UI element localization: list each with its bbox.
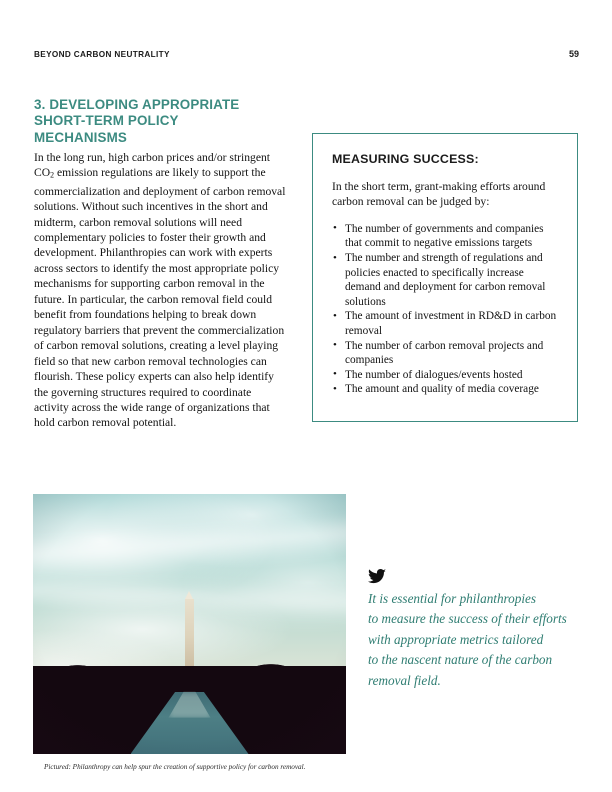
list-item: • The amount of investment in RD&D in carbon removal [332,309,560,338]
pull-quote-line: It is essential for philanthropies [368,590,537,606]
photo-caption: Pictured: Philanthropy can help spur the creation of supportive policy for carbon removal. [44,763,306,771]
twitter-bird-icon [368,569,386,584]
body-text-column [34,150,286,431]
section-heading-line-1: 3. DEVELOPING APPROPRIATE [34,96,240,112]
list-item: • The amount and quality of media coverage [332,382,560,397]
pull-quote-line: with appropriate metrics tailored [368,631,544,647]
list-item: • The number and strength of regulations and policies enacted to specifically increase demand and deployment for carbon removal solutions [332,251,560,309]
running-header-title: BEYOND CARBON NEUTRALITY [34,50,170,59]
callout-title: MEASURING SUCCESS: [332,152,479,166]
callout-bullet-list [332,222,560,397]
callout-inner [313,134,577,397]
pull-quote-line: removal field. [368,672,441,688]
page-number: 59 [568,49,579,59]
co2-subscript: 2 [50,171,55,181]
body-paragraph [34,150,286,431]
measuring-success-callout [312,133,578,422]
section-heading-line-2: SHORT-TERM POLICY [34,113,179,129]
washington-monument-photo [33,494,346,754]
list-item: • The number of governments and companies that commit to negative emissions targets [332,222,560,251]
list-item: • The number of dialogues/events hosted [332,368,560,383]
list-item: • The number of carbon removal projects and companies [332,339,560,368]
pull-quote [368,568,580,692]
section-heading-line-3: MECHANISMS [34,129,128,145]
body-paragraph-part-1: In the long run, high carbon prices and/or stringent CO [34,151,271,180]
pull-quote-line: to measure the success of their efforts [368,611,567,627]
section-heading [34,97,304,147]
callout-lede: In the short term, grant-making efforts around carbon removal can be judged by: [332,180,546,209]
pull-quote-line: to the nascent nature of the carbon [368,652,553,668]
body-paragraph-part-2: emission regulations are likely to support the commercialization and deployment of carbon removal solutions. Without such incentives in the short and midterm, carbon removal solutions will need complementary policies to foster their growth and development. Philanthropies can work with experts across sectors to identify the most appropriate policy mechanisms for supporting carbon removal in the future. In particular, the carbon removal field could benefit from foundations helping to break down regulatory barriers that prevent the commercialization of carbon removal solutions, creating a level playing field so that new carbon removal technologies can flourish. These policy experts can also help identify the governing structures required to coordinate activity across the wide range of organizations that hold carbon removal potential. [34,166,286,430]
